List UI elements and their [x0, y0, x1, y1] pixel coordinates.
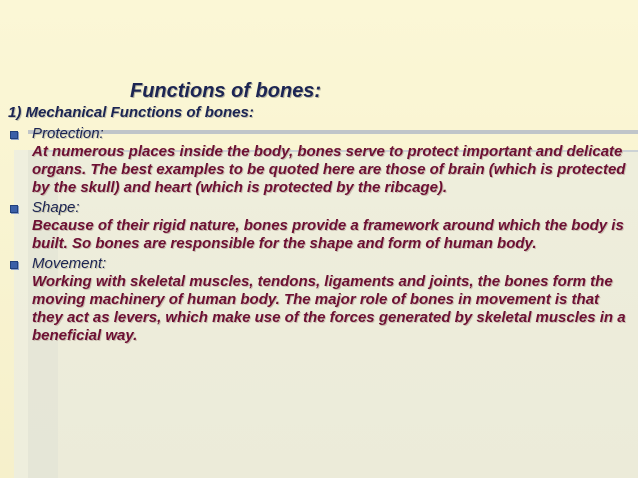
list-item: [8, 125, 628, 197]
slide-subtitle: 1) Mechanical Functions of bones:: [8, 104, 254, 121]
item-body: At numerous places inside the body, bones serve to protect important and delicate organs. The best examples to be quoted here are those of brain (which is protected by the skull) and heart (which is protected by the ribcage).: [32, 143, 626, 196]
square-bullet-icon: [10, 261, 18, 269]
slide-title: Functions of bones:: [130, 80, 322, 102]
item-heading: Protection:: [32, 125, 104, 142]
item-body: Because of their rigid nature, bones provide a framework around which the body is built. So bones are responsible for the shape and form of human body.: [32, 217, 624, 252]
item-body: Working with skeletal muscles, tendons, ligaments and joints, the bones form the moving machinery of human body. The major role of bones in movement is that they act as levers, which make use of the forces generated by skeletal muscles in a beneficial way.: [32, 273, 626, 344]
item-heading: Movement:: [32, 255, 107, 272]
square-bullet-icon: [10, 205, 18, 213]
list-item: [8, 199, 628, 253]
list-item: [8, 255, 628, 345]
function-list: [8, 125, 628, 347]
square-bullet-icon: [10, 131, 18, 139]
item-heading: Shape:: [32, 199, 80, 216]
